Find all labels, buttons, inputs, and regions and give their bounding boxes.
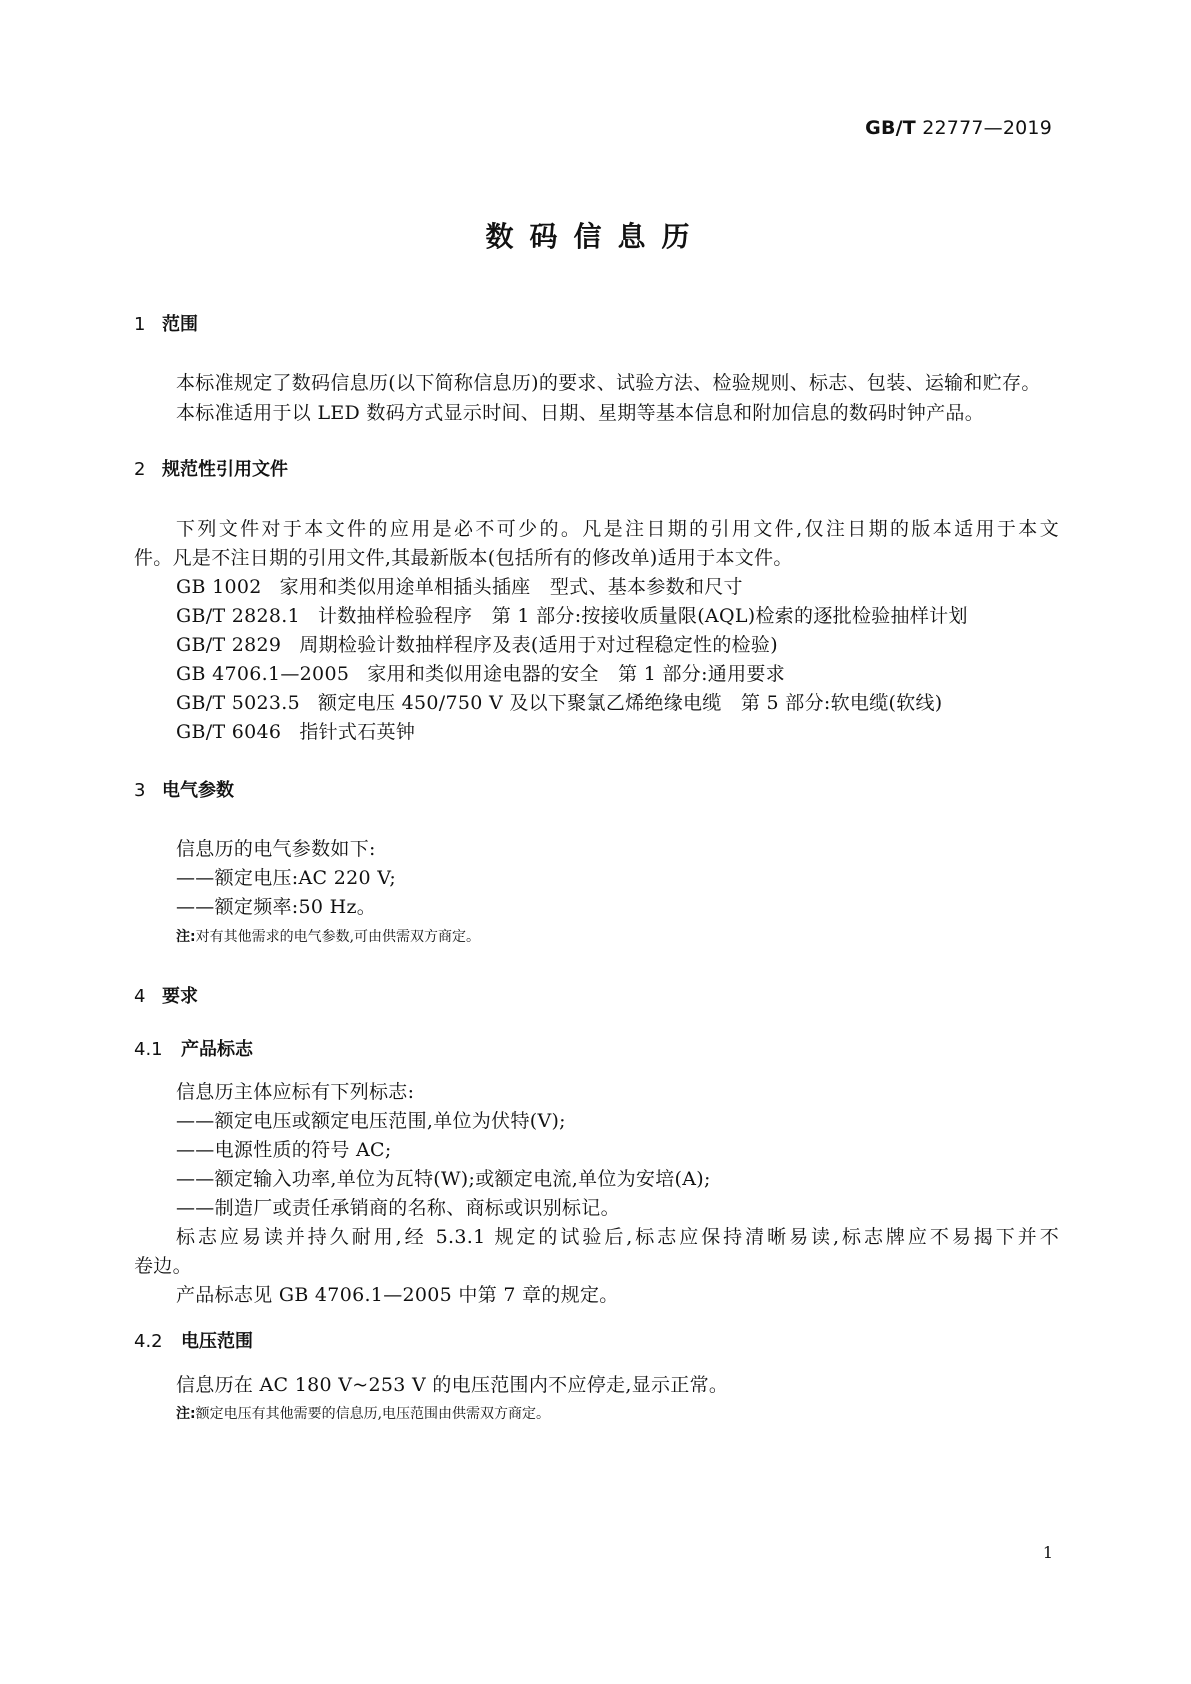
section-4-1-line: ——制造厂或责任承销商的名称、商标或识别标记。: [176, 1197, 620, 1219]
section-4-1-line: 信息历主体应标有下列标志:: [176, 1081, 415, 1103]
section-4-1-line: ——额定输入功率,单位为瓦特(W);或额定电流,单位为安培(A);: [176, 1168, 711, 1190]
section-4-1-paragraph-line-1: 标志应易读并持久耐用,经 5.3.1 规定的试验后,标志应保持清晰易读,标志牌应不易揭下并不: [176, 1226, 1059, 1248]
reference-item: GB 1002 家用和类似用途单相插头插座 型式、基本参数和尺寸: [176, 576, 743, 598]
reference-item: GB/T 2828.1 计数抽样检验程序 第 1 部分:按接收质量限(AQL)检索的逐批检验抽样计划: [176, 605, 968, 627]
reference-item: GB 4706.1—2005 家用和类似用途电器的安全 第 1 部分:通用要求: [176, 663, 785, 685]
reference-item: GB/T 5023.5 额定电压 450/750 V 及以下聚氯乙烯绝缘电缆 第 5 部分:软电缆(软线): [176, 692, 943, 714]
page-number: 1: [1042, 1543, 1053, 1562]
reference-item: GB/T 6046 指针式石英钟: [176, 721, 416, 743]
reference-item: GB/T 2829 周期检验计数抽样程序及表(适用于对过程稳定性的检验): [176, 634, 778, 656]
section-4-1-heading: 4.1 产品标志: [134, 1039, 253, 1060]
section-1-paragraph-2: 本标准适用于以 LED 数码方式显示时间、日期、星期等基本信息和附加信息的数码时钟产品。: [176, 402, 985, 424]
document-title: 数码信息历: [485, 220, 706, 253]
section-3-heading: 3 电气参数: [134, 780, 234, 801]
section-4-1-paragraph-3: 产品标志见 GB 4706.1—2005 中第 7 章的规定。: [176, 1284, 619, 1306]
section-4-1-paragraph-line-2: 卷边。: [134, 1255, 192, 1277]
section-3-note: 注:对有其他需求的电气参数,可由供需双方商定。: [176, 929, 481, 945]
section-4-2-note: 注:额定电压有其他需要的信息历,电压范围由供需双方商定。: [176, 1406, 551, 1422]
section-2-heading: 2 规范性引用文件: [134, 459, 288, 480]
section-1-paragraph-1: 本标准规定了数码信息历(以下简称信息历)的要求、试验方法、检验规则、标志、包装、运输和贮存。: [176, 372, 1041, 394]
standard-number: GB/T 22777—2019: [865, 117, 1052, 139]
section-3-line: ——额定电压:AC 220 V;: [176, 867, 397, 889]
section-2-intro-line-2: 件。凡是不注日期的引用文件,其最新版本(包括所有的修改单)适用于本文件。: [134, 547, 793, 569]
section-4-heading: 4 要求: [134, 986, 198, 1007]
section-4-1-line: ——额定电压或额定电压范围,单位为伏特(V);: [176, 1110, 566, 1132]
section-2-intro-line-1: 下列文件对于本文件的应用是必不可少的。凡是注日期的引用文件,仅注日期的版本适用于本文: [176, 518, 1059, 540]
section-4-2-heading: 4.2 电压范围: [134, 1331, 253, 1352]
section-4-2-text: 信息历在 AC 180 V~253 V 的电压范围内不应停走,显示正常。: [176, 1374, 729, 1396]
section-3-line: 信息历的电气参数如下:: [176, 838, 376, 860]
section-1-heading: 1 范围: [134, 314, 198, 335]
section-3-line: ——额定频率:50 Hz。: [176, 896, 377, 918]
section-4-1-line: ——电源性质的符号 AC;: [176, 1139, 392, 1161]
